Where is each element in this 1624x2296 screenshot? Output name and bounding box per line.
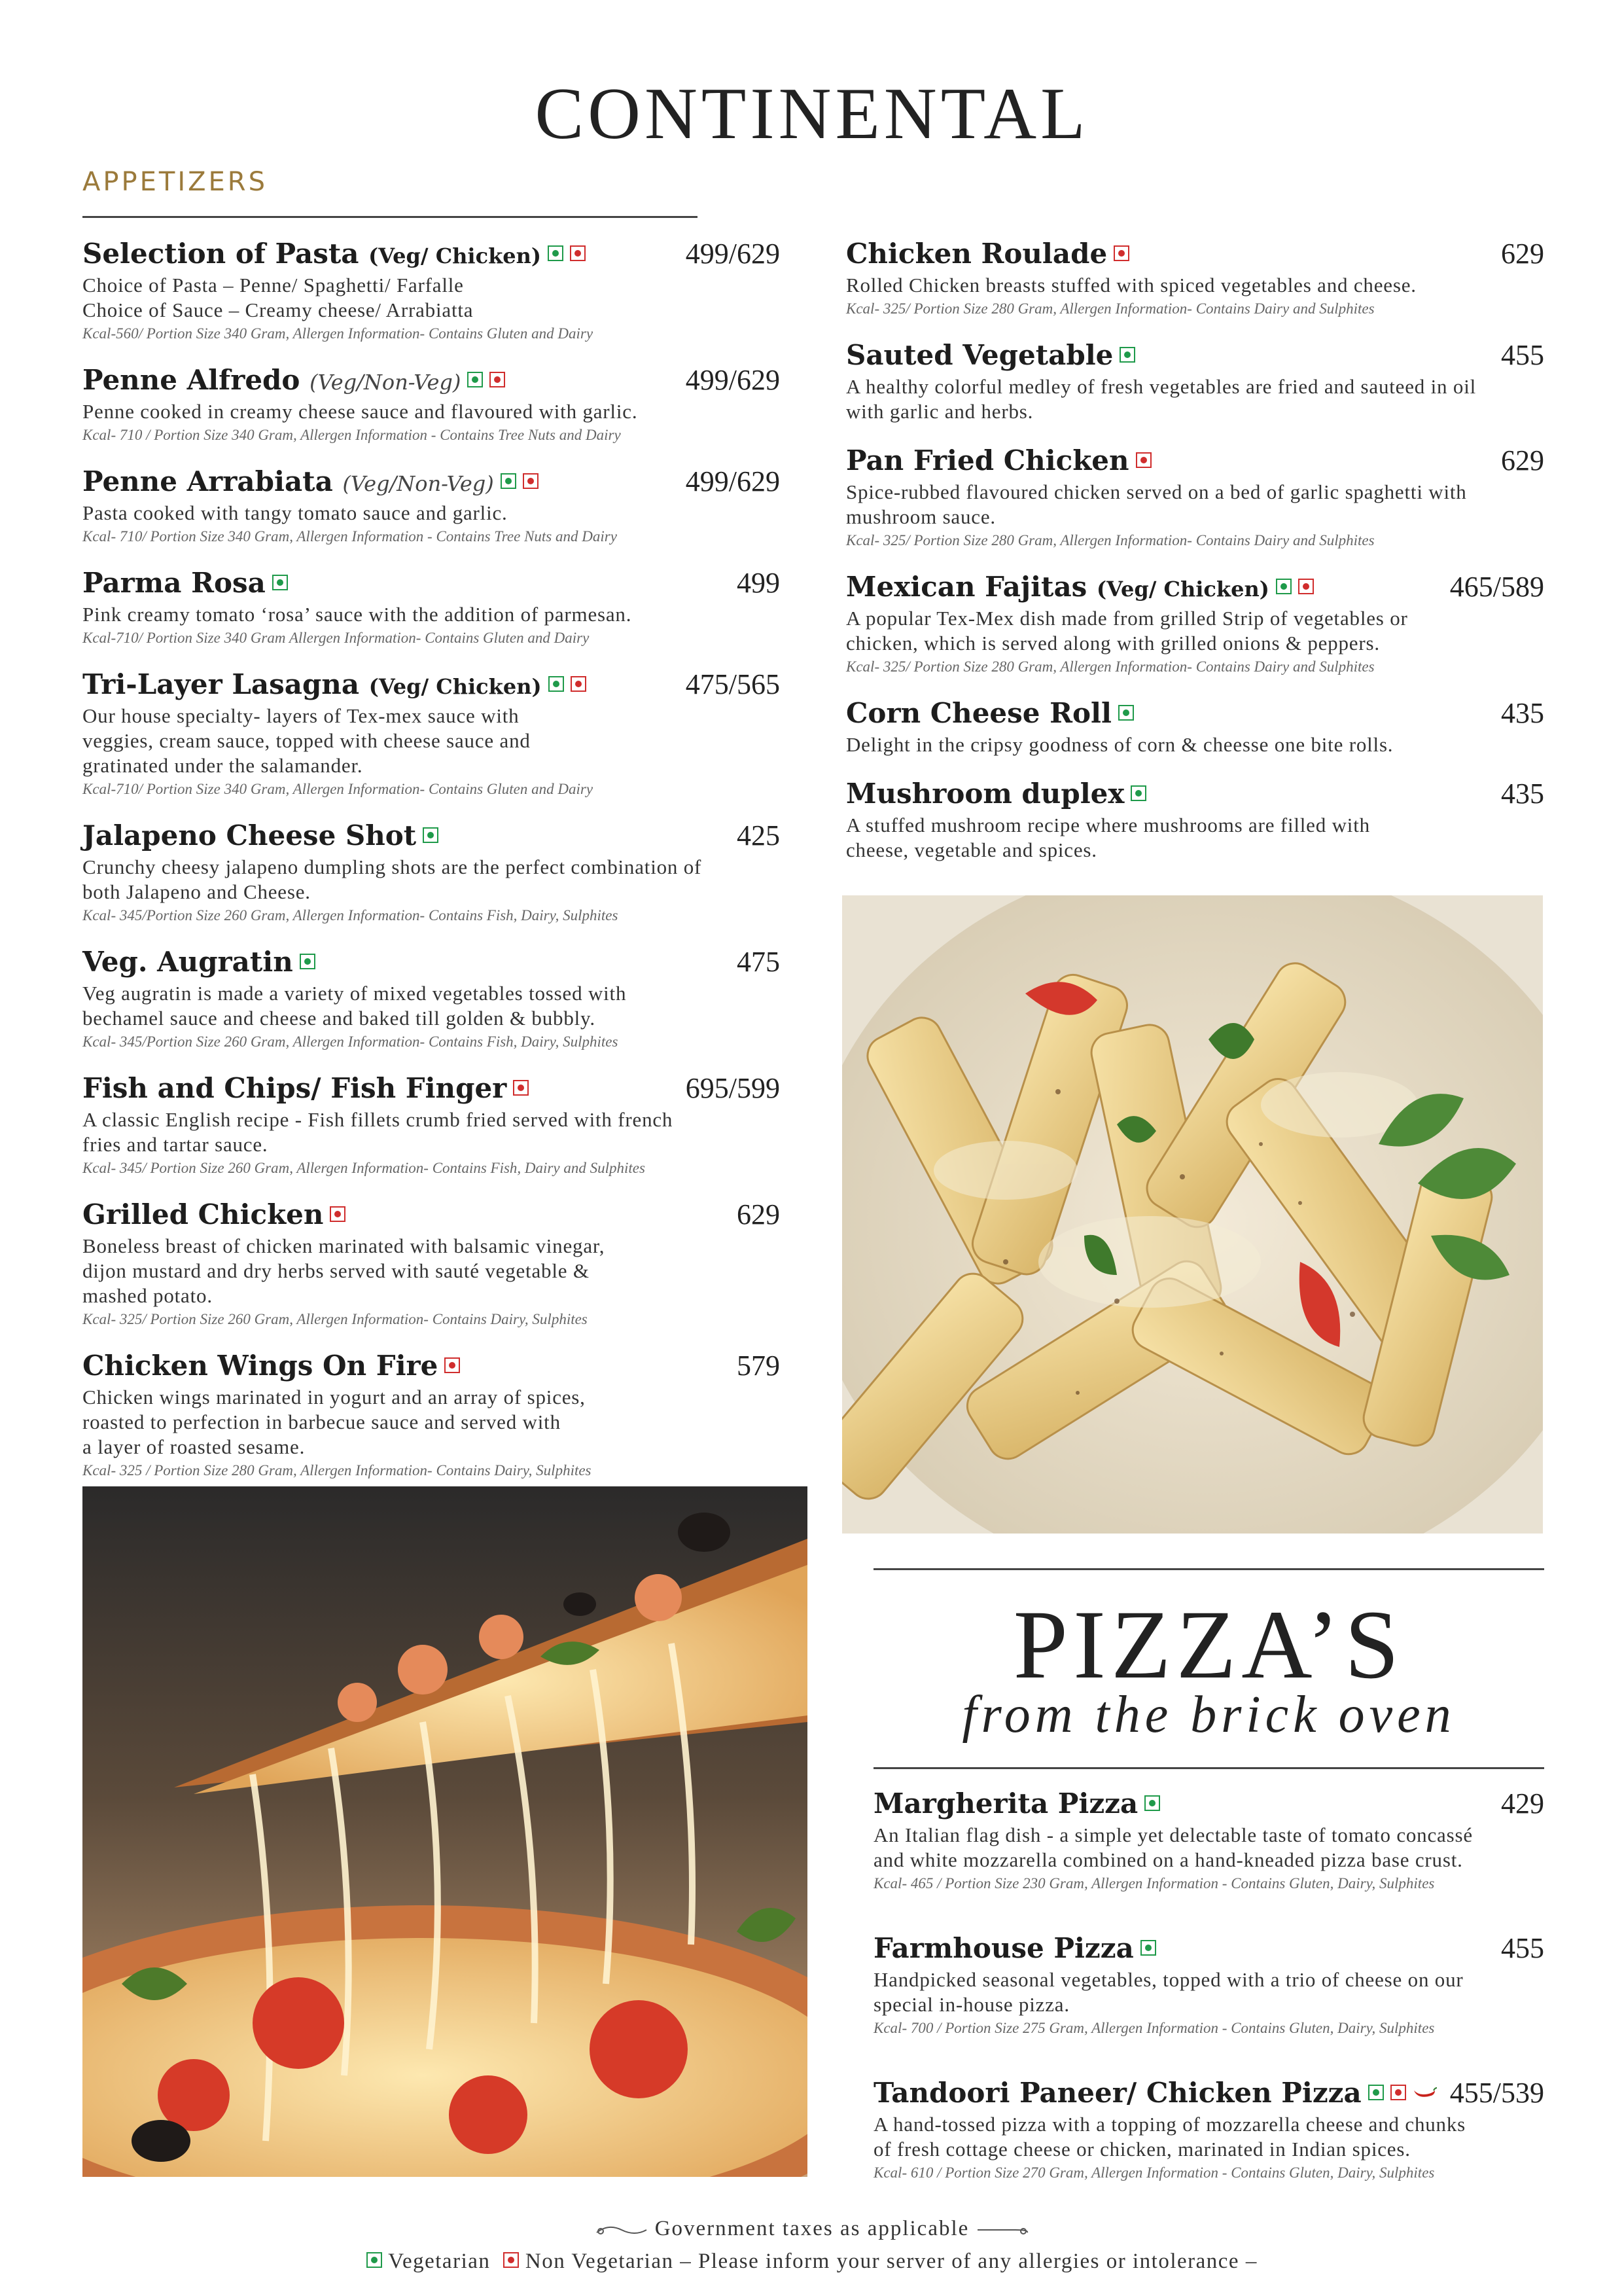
item-description [874,2112,1544,2162]
item-variant: (Veg/ Chicken) [1096,577,1269,601]
item-description-line: Pink creamy tomato ‘rosa’ sauce with the addition of parmesan. [82,603,632,626]
item-name [82,1198,345,1230]
section-label-appetizers: APPETIZERS [82,167,268,197]
item-price: 629 [1501,238,1544,270]
item-title: Penne Arrabiata [82,465,333,497]
item-price: 499/629 [685,465,780,497]
item-description-line: A classic English recipe - Fish fillets crumb fried served with french [82,1108,673,1131]
item-description-line: A hand-tossed pizza with a topping of mozzarella cheese and chunks [874,2113,1466,2136]
menu-item-mexican-fajitas [846,570,1544,677]
item-name [846,571,1314,603]
section-divider [82,216,697,218]
veg-mark-icon [548,676,564,692]
tax-note-text: Government taxes as applicable [654,2217,970,2240]
item-header [846,696,1544,730]
item-price: 695/599 [685,1072,780,1104]
menu-item-tri-layer-lasagna [82,668,780,799]
item-price: 475/565 [685,668,780,700]
item-description [82,602,780,627]
pizza-photo [82,1486,807,2177]
item-description [82,855,780,905]
item-allergen-info: Kcal-560/ Portion Size 340 Gram, Allergen Information- Contains Gluten and Dairy [82,325,593,342]
item-description-line: chicken, which is served along with grilled onions & peppers. [846,632,1380,655]
item-allergen-info: Kcal- 325/ Portion Size 280 Gram, Allergen Information- Contains Dairy and Sulphites [846,658,1375,675]
item-description-line: Handpicked seasonal vegetables, topped with a trio of cheese on our [874,1968,1464,1991]
item-title: Fish and Chips/ Fish Finger [82,1072,507,1104]
item-description [846,480,1544,529]
item-header [82,237,780,270]
item-allergen-info: Kcal- 610 / Portion Size 270 Gram, Allergen Information - Contains Gluten, Dairy, Sulphites [874,2164,1435,2181]
item-description-line: Rolled Chicken breasts stuffed with spiced vegetables and cheese. [846,274,1417,296]
item-description [846,732,1544,757]
item-name [846,444,1152,476]
item-price: 579 [737,1350,780,1382]
nonveg-mark-icon [1136,452,1152,468]
item-title: Selection of Pasta [82,238,359,270]
pizza-menu-column [874,1787,1544,2183]
veg-mark-icon [467,372,483,387]
item-description-line: mashed potato. [82,1284,213,1307]
item-description [846,813,1544,863]
item-name [874,1932,1156,1964]
item-header [82,945,780,978]
item-description-line: Veg augratin is made a variety of mixed vegetables tossed with [82,982,627,1005]
item-header [82,1349,780,1382]
item-allergen-info: Kcal- 325/ Portion Size 280 Gram, Allergen Information- Contains Dairy and Sulphites [846,300,1375,317]
nonveg-mark-icon [571,676,586,692]
item-price: 455 [1501,1932,1544,1964]
item-description [82,1234,780,1308]
item-variant: (Veg/ Chicken) [368,243,541,268]
allergy-note: – Please inform your server of any allergies or intolerance – [680,2250,1258,2273]
item-header [82,1198,780,1231]
item-title: Jalapeno Cheese Shot [82,819,417,852]
item-description-line: bechamel sauce and cheese and baked till golden & bubbly. [82,1007,595,1030]
veg-mark-icon [1120,347,1135,363]
menu-item-selection-of-pasta [82,237,780,344]
item-name [82,238,586,270]
nonveg-mark-icon [489,372,505,387]
veg-mark-icon [300,954,315,969]
item-description-line: of fresh cottage cheese or chicken, marinated in Indian spices. [874,2138,1411,2161]
item-name [874,2077,1438,2109]
item-description-line: A healthy colorful medley of fresh vegetables are fried and sauteed in oil [846,375,1477,398]
item-description-line: special in-house pizza. [874,1993,1070,2016]
item-description [846,374,1544,424]
footer-legend [0,2250,1624,2274]
item-price: 629 [737,1198,780,1230]
item-variant: (Veg/Non-Veg) [309,370,461,395]
item-description-line: A popular Tex-Mex dish made from grilled Strip of vegetables or [846,607,1408,630]
item-title: Grilled Chicken [82,1198,324,1230]
legend-nonveg-label: Non Vegetarian [525,2250,674,2273]
menu-item-parma-rosa [82,566,780,648]
item-description-line: a layer of roasted sesame. [82,1435,306,1458]
menu-item-sauted-vegetable [846,338,1544,424]
item-description-line: Crunchy cheesy jalapeno dumpling shots are the perfect combination of [82,855,702,878]
item-name [82,465,538,497]
item-price: 455 [1501,339,1544,371]
legend-veg-label: Vegetarian [388,2250,491,2273]
item-description-line: Penne cooked in creamy cheese sauce and flavoured with garlic. [82,400,638,423]
item-allergen-info: Kcal- 465 / Portion Size 230 Gram, Allergen Information - Contains Gluten, Dairy, Sulphites [874,1875,1435,1892]
item-description-line: dijon mustard and dry herbs served with sauté vegetable & [82,1259,590,1282]
item-title: Tri-Layer Lasagna [82,668,360,700]
item-header [846,237,1544,270]
item-header [874,2076,1544,2109]
item-name [82,819,438,852]
menu-item-corn-cheese-roll [846,696,1544,757]
item-description [82,399,780,424]
item-description-line: Delight in the cripsy goodness of corn & cheesse one bite rolls. [846,733,1394,756]
item-allergen-info: Kcal- 700 / Portion Size 275 Gram, Allergen Information - Contains Gluten, Dairy, Sulphites [874,2020,1435,2036]
item-header [82,465,780,498]
veg-mark-icon [548,245,563,261]
item-description [82,704,780,778]
pizza-top-rule [874,1568,1544,1570]
item-allergen-info: Kcal- 325 / Portion Size 280 Gram, Allergen Information- Contains Dairy, Sulphites [82,1462,591,1479]
item-price: 455/539 [1449,2077,1544,2109]
item-header [846,570,1544,603]
menu-item-penne-alfredo [82,363,780,445]
item-allergen-info: Kcal- 325/ Portion Size 280 Gram, Allergen Information- Contains Dairy and Sulphites [846,532,1375,548]
item-allergen-info: Kcal- 345/Portion Size 260 Gram, Allergen Information- Contains Fish, Dairy, Sulphites [82,907,618,924]
item-allergen-info: Kcal- 710 / Portion Size 340 Gram, Allergen Information - Contains Tree Nuts and Dairy [82,427,621,443]
pizza-heading: PIZZA’S [1013,1590,1405,1699]
item-header [846,777,1544,810]
item-description-line: An Italian flag dish - a simple yet delectable taste of tomato concassé [874,1823,1473,1846]
item-title: Corn Cheese Roll [846,697,1112,729]
item-description-line: and white mozzarella combined on a hand-kneaded pizza base crust. [874,1848,1463,1871]
item-header [846,338,1544,372]
item-title: Margherita Pizza [874,1787,1139,1820]
item-title: Farmhouse Pizza [874,1932,1134,1964]
item-description-line: roasted to perfection in barbecue sauce and served with [82,1410,561,1433]
item-price: 499 [737,567,780,599]
spicy-chili-icon [1411,2087,1438,2101]
menu-item-farmhouse-pizza [874,1931,1544,2038]
item-price: 425 [737,819,780,852]
item-description [82,1107,780,1157]
item-price: 435 [1501,697,1544,729]
item-title: Penne Alfredo [82,364,300,396]
veg-mark-icon [1131,785,1146,801]
item-description [846,606,1544,656]
left-menu-column [82,237,780,1500]
item-title: Chicken Wings On Fire [82,1350,438,1382]
item-description-line: Our house specialty- layers of Tex-mex sauce with [82,704,520,727]
item-header [82,363,780,397]
menu-item-chicken-roulade [846,237,1544,319]
item-description [82,273,780,323]
menu-item-grilled-chicken [82,1198,780,1329]
pizza-photo-image [82,1486,807,2177]
menu-item-pan-fried-chicken [846,444,1544,550]
item-description-line: Chicken wings marinated in yogurt and an array of spices, [82,1386,586,1408]
item-title: Parma Rosa [82,567,266,599]
pasta-photo [842,895,1543,1534]
item-description-line: veggies, cream sauce, topped with cheese sauce and [82,729,531,752]
item-name [82,946,315,978]
item-header [846,444,1544,477]
item-title: Tandoori Paneer/ Chicken Pizza [874,2077,1362,2109]
item-title: Mexican Fajitas [846,571,1087,603]
item-description-line: Spice-rubbed flavoured chicken served on a bed of garlic spaghetti with [846,480,1467,503]
menu-item-jalapeno-cheese-shot [82,819,780,925]
item-description-line: both Jalapeno and Cheese. [82,880,311,903]
ornament-right-icon [976,2222,1029,2238]
item-header [82,819,780,852]
item-name [82,364,505,396]
menu-item-veg-augratin [82,945,780,1052]
item-allergen-info: Kcal- 325/ Portion Size 260 Gram, Allergen Information- Contains Dairy, Sulphites [82,1311,588,1327]
item-description-line: mushroom sauce. [846,505,996,528]
item-allergen-info: Kcal- 345/Portion Size 260 Gram, Allergen Information- Contains Fish, Dairy, Sulphites [82,1033,618,1050]
nonveg-mark-icon [1114,245,1129,261]
menu-item-tandoori-paneer-chicken-pizza [874,2076,1544,2183]
item-variant: (Veg/ Chicken) [368,674,542,699]
veg-mark-icon [423,827,438,843]
item-description-line: Pasta cooked with tangy tomato sauce and garlic. [82,501,508,524]
pasta-photo-image [842,895,1543,1534]
veg-mark-icon [1140,1940,1156,1956]
item-price: 499/629 [685,238,780,270]
menu-item-mushroom-duplex [846,777,1544,863]
item-description [82,1385,780,1460]
menu-item-margherita-pizza [874,1787,1544,1893]
item-variant: (Veg/Non-Veg) [342,471,494,496]
item-description [874,1823,1544,1873]
pizza-bottom-rule [874,1767,1544,1769]
item-name [846,778,1146,810]
item-header [874,1931,1544,1965]
nonveg-mark-icon [444,1357,460,1373]
item-allergen-info: Kcal-710/ Portion Size 340 Gram Allergen Information- Contains Gluten and Dairy [82,630,590,646]
item-name [82,567,288,599]
item-description [874,1967,1544,2017]
item-header [82,1071,780,1105]
item-description [82,501,780,526]
item-description-line: gratinated under the salamander. [82,754,363,777]
item-title: Chicken Roulade [846,238,1108,270]
veg-mark-icon [272,575,288,590]
item-name [846,697,1134,729]
nonveg-mark-icon [1298,579,1314,594]
item-price: 629 [1501,444,1544,476]
item-allergen-info: Kcal- 345/ Portion Size 260 Gram, Allergen Information- Contains Fish, Dairy and Sulphites [82,1160,645,1176]
menu-item-chicken-wings-on-fire [82,1349,780,1480]
veg-mark-icon [1144,1795,1160,1811]
item-price: 499/629 [685,364,780,396]
pizza-subheading: from the brick oven [962,1686,1456,1744]
veg-mark-icon [501,473,516,489]
item-header [82,668,780,701]
item-title: Veg. Augratin [82,946,293,978]
item-price: 475 [737,946,780,978]
item-description-line: cheese, vegetable and spices. [846,838,1097,861]
item-name [846,238,1129,270]
item-price: 435 [1501,778,1544,810]
nonveg-mark-icon [503,2252,519,2268]
item-header [82,566,780,600]
item-price: 465/589 [1449,571,1544,603]
item-description-line: Boneless breast of chicken marinated with balsamic vinegar, [82,1234,605,1257]
nonveg-mark-icon [1390,2085,1406,2100]
item-allergen-info: Kcal- 710/ Portion Size 340 Gram, Allergen Information - Contains Tree Nuts and Dairy [82,528,617,545]
nonveg-mark-icon [523,473,538,489]
item-description-line: with garlic and herbs. [846,400,1034,423]
footer-tax-note [0,2217,1624,2241]
item-allergen-info: Kcal-710/ Portion Size 340 Gram, Allergen Information- Contains Gluten and Dairy [82,781,593,797]
veg-mark-icon [366,2252,382,2268]
item-header [874,1787,1544,1820]
item-name [82,1350,460,1382]
item-description-line: A stuffed mushroom recipe where mushrooms are filled with [846,814,1370,836]
item-name [846,339,1135,371]
page-title: CONTINENTAL [535,73,1089,154]
item-description-line: Choice of Sauce – Creamy cheese/ Arrabiatta [82,298,474,321]
veg-mark-icon [1118,705,1134,721]
menu-item-penne-arrabiata [82,465,780,547]
ornament-left-icon [595,2222,648,2238]
veg-mark-icon [1368,2085,1384,2100]
item-description-line: fries and tartar sauce. [82,1133,268,1156]
item-title: Mushroom duplex [846,778,1125,810]
nonveg-mark-icon [570,245,586,261]
item-name [82,1072,529,1104]
nonveg-mark-icon [330,1206,345,1222]
item-description-line: Choice of Pasta – Penne/ Spaghetti/ Farfalle [82,274,464,296]
item-name [82,668,586,700]
menu-item-fish-and-chips-fish-finger [82,1071,780,1178]
right-menu-column [846,237,1544,882]
veg-mark-icon [1276,579,1292,594]
item-description [846,273,1544,298]
nonveg-mark-icon [513,1080,529,1096]
item-description [82,981,780,1031]
item-title: Pan Fried Chicken [846,444,1129,476]
item-title: Sauted Vegetable [846,339,1114,371]
item-price: 429 [1501,1787,1544,1820]
item-name [874,1787,1160,1820]
